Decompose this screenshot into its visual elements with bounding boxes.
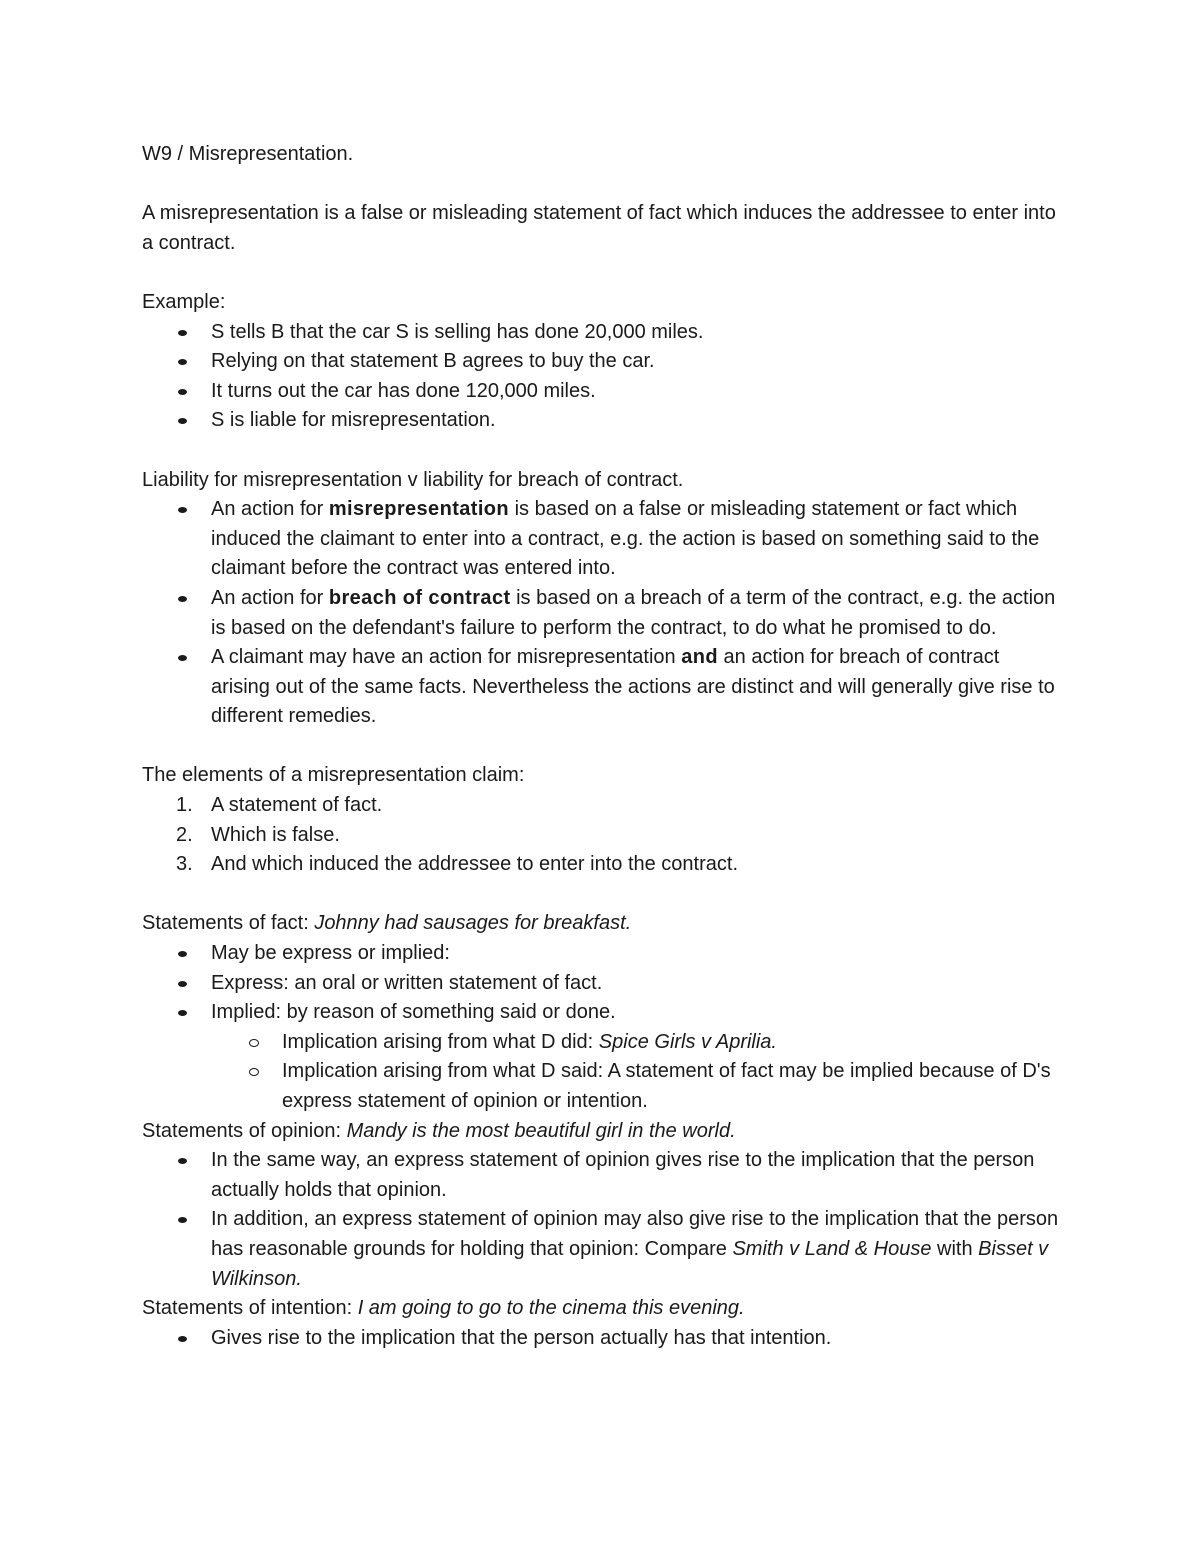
list-item: In addition, an express statement of opinion may also give rise to the implication that the person has reasonable grounds for holding that opinion: Compare Smith v Land & House with Bisset v Wilkinson. — [142, 1205, 1062, 1294]
list-item: S tells B that the car S is selling has done 20,000 miles. — [142, 318, 1062, 348]
spacer — [142, 880, 1062, 910]
example-list — [142, 318, 1062, 436]
bullet-icon — [178, 981, 187, 987]
list-item: A claimant may have an action for misrepresentation and an action for breach of contract arising out of the same facts. Nevertheless the actions are distinct and will generally give rise to different remedies. — [142, 643, 1062, 732]
bullet-icon — [178, 418, 187, 424]
list-item: It turns out the car has done 120,000 miles. — [142, 377, 1062, 407]
opinion-heading: Statements of opinion: Mandy is the most beautiful girl in the world. — [142, 1119, 736, 1142]
intention-heading: Statements of intention: I am going to go to the cinema this evening. — [142, 1297, 745, 1320]
document-body — [142, 140, 1062, 1353]
bullet-icon — [178, 596, 187, 602]
spacer — [142, 258, 1062, 288]
opinion-list — [142, 1146, 1062, 1294]
bullet-icon — [178, 330, 187, 336]
fact-list — [142, 939, 1062, 1117]
bullet-icon — [178, 951, 187, 957]
liability-list — [142, 495, 1062, 732]
bullet-icon — [178, 389, 187, 395]
elements-list — [142, 791, 1062, 880]
list-item: In the same way, an express statement of opinion gives rise to the implication that the person actually holds that opinion. — [142, 1146, 1062, 1205]
spacer — [142, 436, 1062, 466]
list-item: An action for breach of contract is based on a breach of a term of the contract, e.g. the action is based on the defendant's failure to perform the contract, to do what he promised to do. — [142, 584, 1062, 643]
page-title: W9 / Misrepresentation. — [142, 143, 354, 165]
spacer — [142, 732, 1062, 762]
sub-list-item: Implication arising from what D did: Spice Girls v Aprilia. — [142, 1028, 1062, 1058]
bullet-icon — [178, 507, 187, 513]
bullet-icon — [178, 1217, 187, 1223]
hollow-bullet-icon — [249, 1068, 259, 1076]
list-item: Implied: by reason of something said or done. — [142, 998, 1062, 1028]
bullet-icon — [178, 1336, 187, 1342]
list-item: Express: an oral or written statement of fact. — [142, 969, 1062, 999]
bullet-icon — [178, 655, 187, 661]
list-item: S is liable for misrepresentation. — [142, 406, 1062, 436]
definition-paragraph: A misrepresentation is a false or misleading statement of fact which induces the addressee to enter into a contract. — [142, 202, 1062, 254]
bullet-icon — [178, 359, 187, 365]
bullet-icon — [178, 1158, 187, 1164]
example-heading: Example: — [142, 290, 226, 313]
numbered-item: 1. A statement of fact. — [176, 794, 383, 817]
hollow-bullet-icon — [249, 1039, 259, 1047]
liability-heading: Liability for misrepresentation v liability for breach of contract. — [142, 468, 684, 491]
bullet-icon — [178, 1010, 187, 1016]
list-item: Relying on that statement B agrees to buy the car. — [142, 347, 1062, 377]
elements-heading: The elements of a misrepresentation claim: — [142, 764, 525, 787]
list-item: Gives rise to the implication that the person actually has that intention. — [142, 1324, 1062, 1354]
fact-heading: Statements of fact: Johnny had sausages for breakfast. — [142, 912, 632, 935]
numbered-item: 2. Which is false. — [176, 823, 340, 846]
sub-list-item: Implication arising from what D said: A statement of fact may be implied because of D's express statement of opinion or intention. — [142, 1057, 1062, 1116]
numbered-item: 3. And which induced the addressee to enter into the contract. — [176, 853, 739, 876]
list-item: May be express or implied: — [142, 939, 1062, 969]
spacer — [142, 170, 1062, 200]
list-item: An action for misrepresentation is based on a false or misleading statement or fact which induced the claimant to enter into a contract, e.g. the action is based on something said to the claimant before the contract was entered into. — [142, 495, 1062, 584]
intention-list — [142, 1324, 1062, 1354]
